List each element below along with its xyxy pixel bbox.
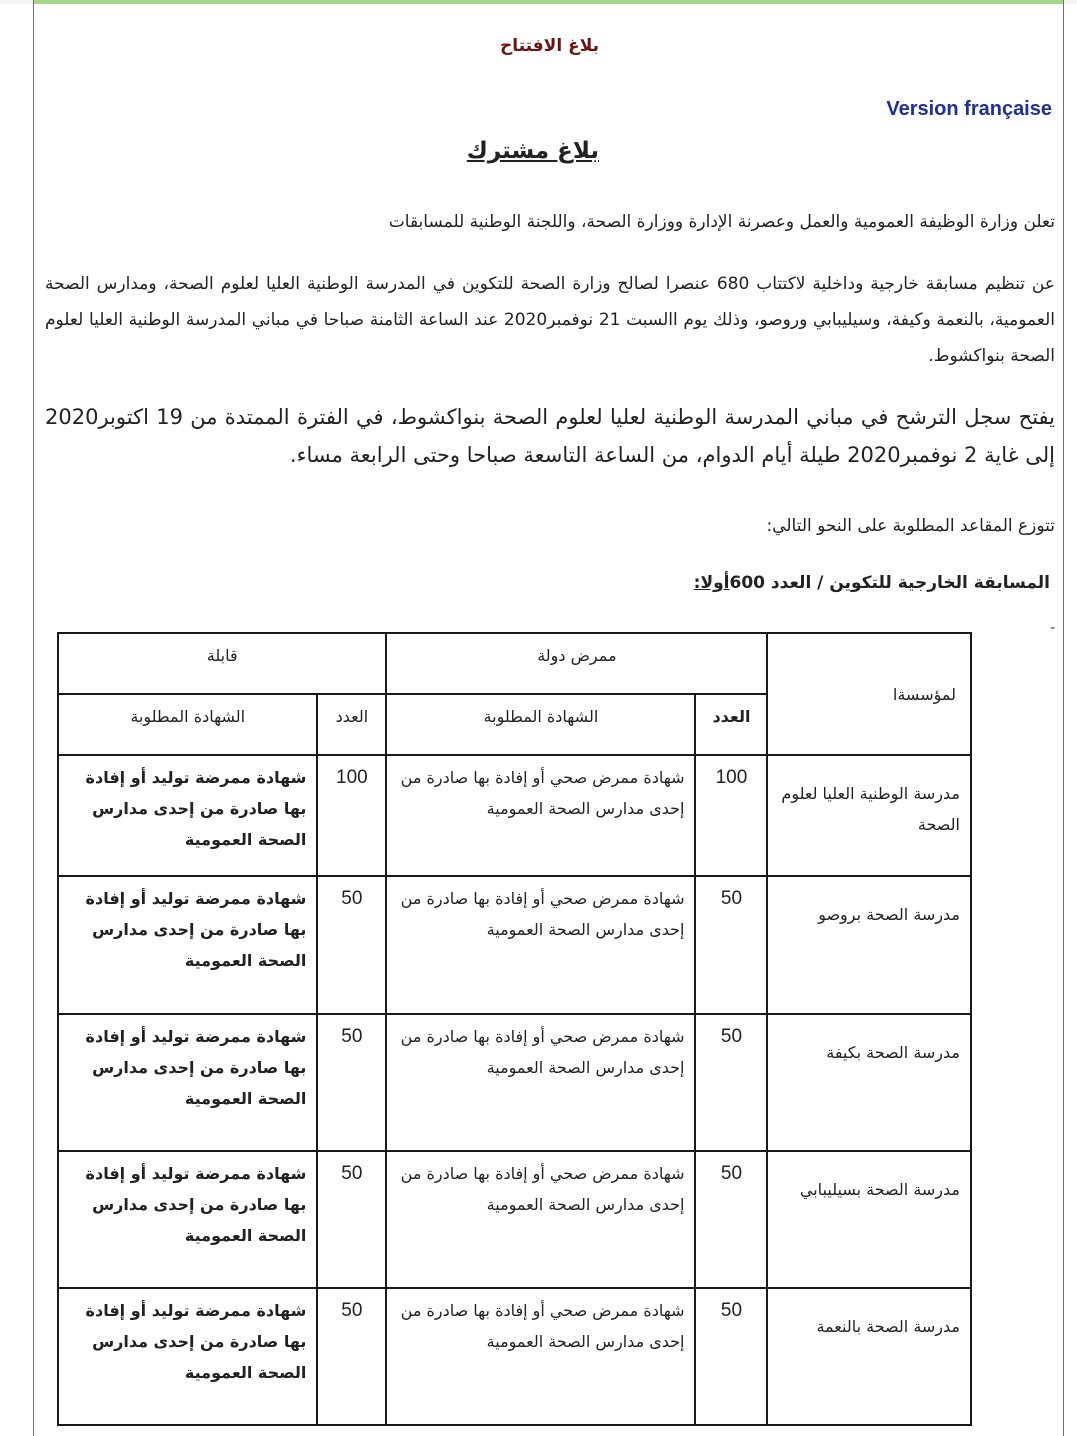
- institution-cell: مدرسة الوطنية العليا لعلوم الصحة: [767, 755, 971, 876]
- midwife-count-cell: 50: [317, 1014, 386, 1151]
- nurse-group-header: ممرض دولة: [386, 633, 767, 694]
- midwife-count-header: العدد: [317, 694, 386, 755]
- nurse-count-cell: 50: [695, 1288, 767, 1425]
- nurse-cert-header: الشهادة المطلوبة: [386, 694, 695, 755]
- nurse-cert-cell: شهادة ممرض صحي أو إفادة بها صادرة من إحدى مدارس الصحة العمومية: [386, 1288, 695, 1425]
- nurse-cert-cell: شهادة ممرض صحي أو إفادة بها صادرة من إحدى مدارس الصحة العمومية: [386, 1014, 695, 1151]
- seats-table: [57, 632, 972, 1426]
- nurse-count-cell: 50: [695, 1014, 767, 1151]
- top-accent-bar: [34, 0, 1064, 4]
- table-row: [58, 755, 971, 876]
- table-row: [58, 1288, 971, 1425]
- midwife-cert-cell: شهادة ممرضة توليد أو إفادة بها صادرة من إحدى مدارس الصحة العمومية: [58, 755, 317, 876]
- competition-paragraph: عن تنظيم مسابقة خارجية وداخلية لاكتتاب 680 عنصرا لصالح وزارة الصحة للتكوين في المدرسة الوطنية العليا لعلوم الصحة، ومدارس الصحة العمومية، بالنعمة وكيفة، وسيليبابي وروصو، وذلك يوم االسبت 21 نوفمبر2020 عند الساعة الثامنة صباحا في مباني المدرسة الوطنية العليا لعلوم الصحة بنواكشوط.: [45, 274, 1055, 366]
- nurse-count-cell: 50: [695, 876, 767, 1014]
- table-row: [58, 1014, 971, 1151]
- distribution-intro: تتوزع المقاعد المطلوبة على النحو التالي:: [766, 516, 1055, 536]
- midwife-cert-header: الشهادة المطلوبة: [58, 694, 317, 755]
- nurse-count-header: العدد: [695, 694, 767, 755]
- nurse-cert-cell: شهادة ممرض صحي أو إفادة بها صادرة من إحدى مدارس الصحة العمومية: [386, 1151, 695, 1288]
- nurse-cert-cell: شهادة ممرض صحي أو إفادة بها صادرة من إحدى مدارس الصحة العمومية: [386, 876, 695, 1014]
- notice-title: بلاغ الافتتاح: [500, 36, 599, 56]
- midwife-count-cell: 100: [317, 755, 386, 876]
- section-title-main: المسابقة الخارجية للتكوين / العدد 600: [729, 573, 1050, 593]
- table-row: [58, 1151, 971, 1288]
- intro-paragraph: تعلن وزارة الوظيفة العمومية والعمل وعصرنة الإدارة ووزارة الصحة، واللجنة الوطنية للمسابقات: [388, 212, 1055, 232]
- registration-paragraph: يفتح سجل الترشح في مباني المدرسة الوطنية لعليا لعلوم الصحة بنواكشوط، في الفترة الممتدة من 19 اكتوبر2020 إلى غاية 2 نوفمبر2020 طيلة أيام الدوام، من الساعة التاسعة صباحا وحتى الرابعة مساء.: [45, 405, 1056, 467]
- nurse-cert-cell: شهادة ممرض صحي أو إفادة بها صادرة من إحدى مدارس الصحة العمومية: [386, 755, 695, 876]
- french-version-link[interactable]: Version française: [886, 98, 1052, 120]
- midwife-count-cell: 50: [317, 1288, 386, 1425]
- institution-cell: مدرسة الصحة بسيليبابي: [767, 1151, 971, 1288]
- frame-right-border: [1063, 0, 1064, 1436]
- table-row: [58, 876, 971, 1014]
- section-title-suffix: أولا:: [693, 573, 730, 593]
- nurse-count-cell: 50: [695, 1151, 767, 1288]
- midwife-group-header: قابلة: [58, 633, 386, 694]
- midwife-cert-cell: شهادة ممرضة توليد أو إفادة بها صادرة من إحدى مدارس الصحة العمومية: [58, 1151, 317, 1288]
- midwife-count-cell: 50: [317, 876, 386, 1014]
- institution-cell: مدرسة الصحة بالنعمة: [767, 1288, 971, 1425]
- institution-header: لمؤسسةا: [767, 633, 971, 755]
- section-title: [694, 573, 1050, 593]
- midwife-cert-cell: شهادة ممرضة توليد أو إفادة بها صادرة من إحدى مدارس الصحة العمومية: [58, 876, 317, 1014]
- institution-cell: مدرسة الصحة بروصو: [767, 876, 971, 1014]
- midwife-cert-cell: شهادة ممرضة توليد أو إفادة بها صادرة من إحدى مدارس الصحة العمومية: [58, 1288, 317, 1425]
- institution-cell: مدرسة الصحة بكيفة: [767, 1014, 971, 1151]
- dash-mark: -: [1050, 620, 1056, 636]
- joint-notice-title: بلاغ مشترك: [466, 138, 599, 164]
- midwife-cert-cell: شهادة ممرضة توليد أو إفادة بها صادرة من إحدى مدارس الصحة العمومية: [58, 1014, 317, 1151]
- midwife-count-cell: 50: [317, 1151, 386, 1288]
- frame-left-border: [33, 0, 34, 1436]
- table-header-row: [58, 633, 971, 694]
- nurse-count-cell: 100: [695, 755, 767, 876]
